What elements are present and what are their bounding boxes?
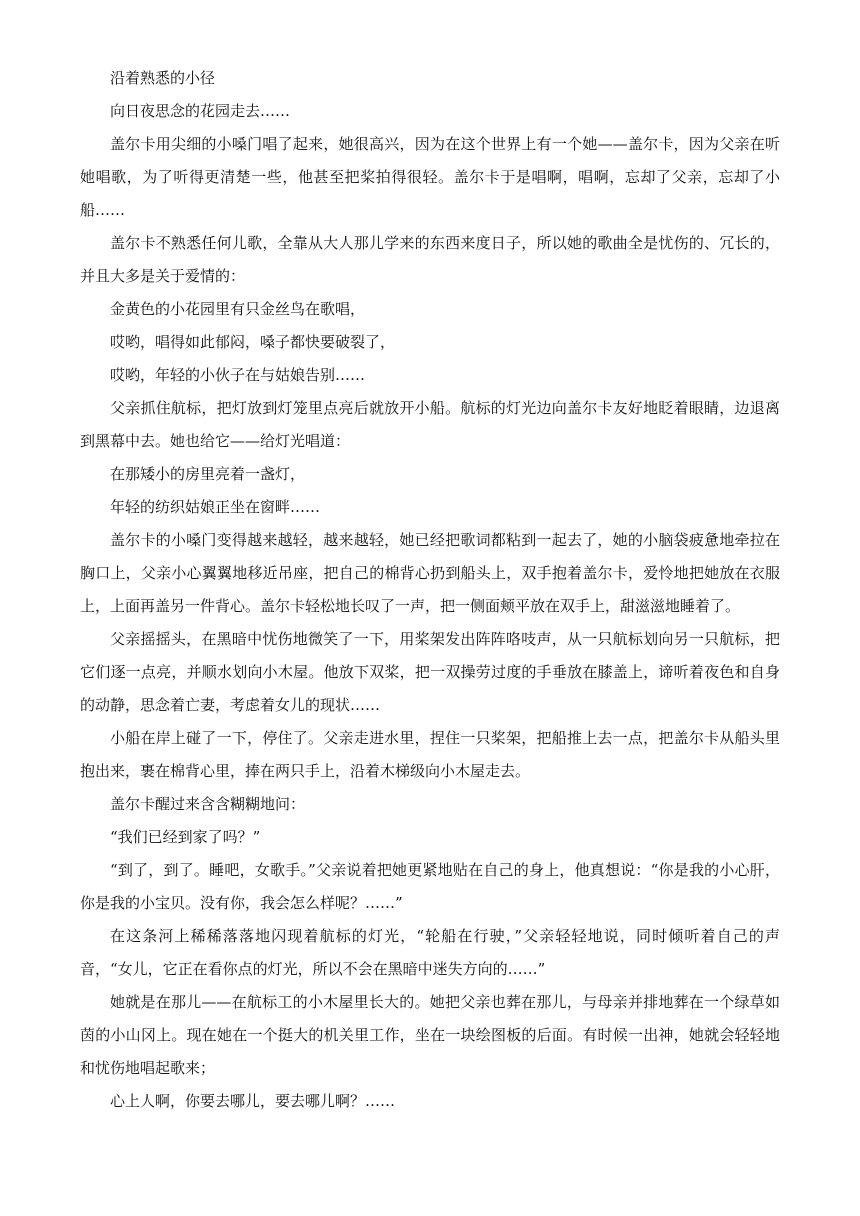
paragraph: 在那矮小的房里亮着一盏灯， bbox=[110, 465, 306, 483]
paragraph: 在这条河上稀稀落落地闪现着航标的灯光，“轮船在行驶，”父亲轻轻地说，同时倾听着自己的声音，“女儿，它正在看你点的灯光，所以不会在黑暗中迷失方向的……” bbox=[80, 927, 780, 978]
paragraph: 向日夜思念的花园走去…… bbox=[110, 102, 291, 120]
paragraph: “我们已经到家了吗？” bbox=[110, 828, 261, 846]
paragraph: 盖尔卡用尖细的小嗓门唱了起来，她很高兴，因为在这个世界上有一个她——盖尔卡，因为父亲在听她唱歌，为了听得更清楚一些，他甚至把桨拍得很轻。盖尔卡于是唱啊，唱啊，忘却了父亲，忘却了小船…… bbox=[80, 135, 780, 219]
paragraph: “到了，到了。睡吧，女歌手。”父亲说着把她更紧地贴在自己的身上，他真想说：“你是我的小心肝，你是我的小宝贝。没有你，我会怎么样呢？……” bbox=[80, 861, 780, 912]
paragraph: 小船在岸上碰了一下，停住了。父亲走进水里，捏住一只桨架，把船推上去一点，把盖尔卡从船头里抱出来，裹在棉背心里，捧在两只手上，沿着木梯级向小木屋走去。 bbox=[80, 729, 780, 780]
paragraph: 她就是在那儿——在航标工的小木屋里长大的。她把父亲也葬在那儿，与母亲并排地葬在一个绿草如茵的小山冈上。现在她在一个挺大的机关里工作，坐在一块绘图板的后面。有时候一出神，她就会轻轻地和忧伤地唱起歌来； bbox=[80, 993, 780, 1077]
paragraph: 金黄色的小花园里有只金丝鸟在歌唱， bbox=[110, 300, 366, 318]
paragraph: 心上人啊，你要去哪儿，要去哪儿啊？…… bbox=[110, 1092, 396, 1110]
paragraph: 盖尔卡不熟悉任何儿歌，全靠从大人那儿学来的东西来度日子，所以她的歌曲全是忧伤的、冗长的，并且大多是关于爱情的： bbox=[80, 234, 780, 285]
paragraph: 年轻的纺织姑娘正坐在窗畔…… bbox=[110, 498, 321, 516]
paragraph: 父亲摇摇头，在黑暗中忧伤地微笑了一下，用桨架发出阵阵咯吱声，从一只航标划向另一只航标，把它们逐一点亮，并顺水划向小木屋。他放下双桨，把一双操劳过度的手垂放在膝盖上，谛听着夜色和自身的动静，思念着亡妻，考虑着女儿的现状…… bbox=[80, 630, 780, 714]
paragraph: 父亲抓住航标，把灯放到灯笼里点亮后就放开小船。航标的灯光边向盖尔卡友好地眨着眼睛，边退离到黑幕中去。她也给它——给灯光唱道： bbox=[80, 399, 780, 450]
paragraph: 哎哟，唱得如此郁闷，嗓子都快要破裂了， bbox=[110, 333, 396, 351]
document-page bbox=[80, 62, 780, 1118]
paragraph: 哎哟，年轻的小伙子在与姑娘告别…… bbox=[110, 366, 366, 384]
paragraph: 盖尔卡的小嗓门变得越来越轻，越来越轻，她已经把歌词都粘到一起去了，她的小脑袋疲惫地牵拉在胸口上，父亲小心翼翼地移近吊座，把自己的棉背心扔到船头上，双手抱着盖尔卡，爱怜地把她放在衣服上，上面再盖另一件背心。盖尔卡轻松地长叹了一声，把一侧面颊平放在双手上，甜滋滋地睡着了。 bbox=[80, 531, 780, 615]
paragraph: 盖尔卡醒过来含含糊糊地问： bbox=[110, 795, 306, 813]
paragraph: 沿着熟悉的小径 bbox=[110, 69, 216, 87]
